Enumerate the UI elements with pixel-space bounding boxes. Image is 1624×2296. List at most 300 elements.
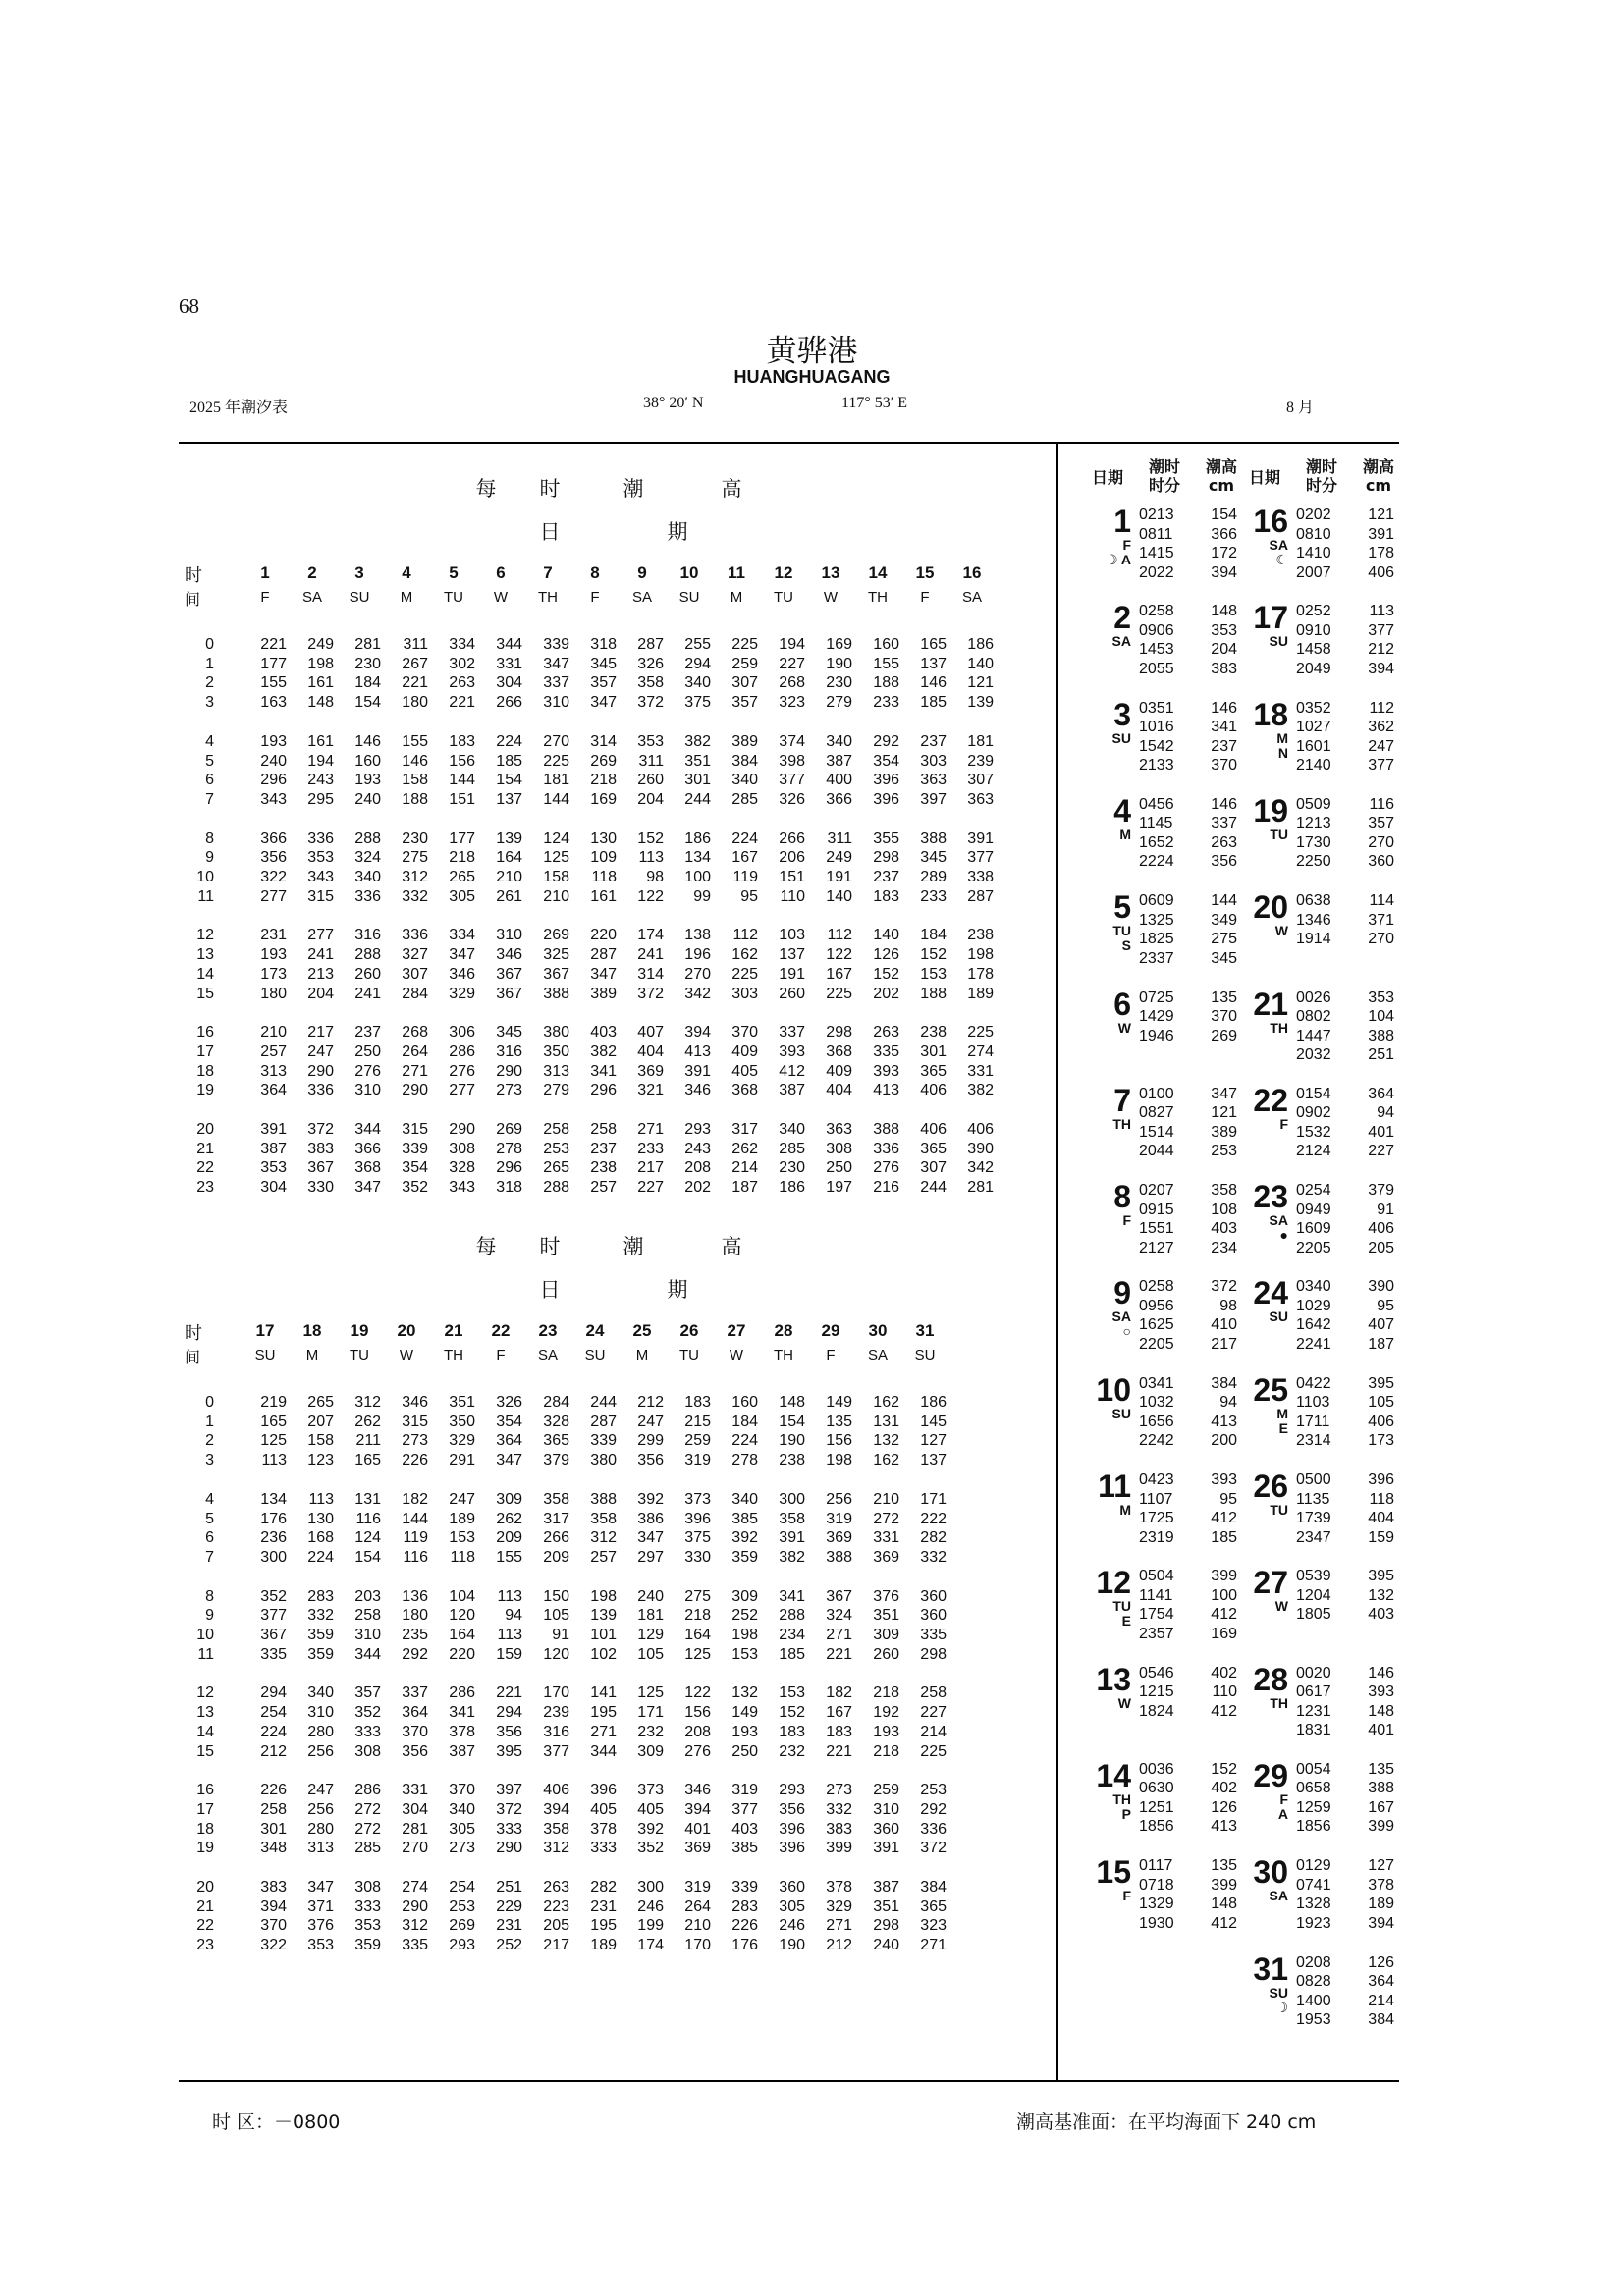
hourly-height-cell: 271 bbox=[402, 1062, 428, 1080]
tide-height: 253 bbox=[1211, 1143, 1237, 1160]
hourly-height-cell: 314 bbox=[590, 732, 617, 750]
tide-time: 0725 bbox=[1139, 988, 1174, 1006]
hourly-height-cell: 214 bbox=[731, 1159, 758, 1177]
hourly-height-cell: 264 bbox=[402, 1042, 428, 1060]
hourly-height-cell: 340 bbox=[731, 772, 758, 789]
hourly-height-cell: 100 bbox=[684, 869, 711, 885]
hourly-height-cell: 141 bbox=[590, 1684, 617, 1702]
day-number: 11 bbox=[1098, 1468, 1131, 1504]
hourly-height-cell: 390 bbox=[967, 1140, 994, 1157]
tide-height: 395 bbox=[1368, 1568, 1394, 1585]
weekday-column-header: SU bbox=[349, 589, 370, 606]
hourly-height-cell: 126 bbox=[873, 946, 899, 964]
hourly-height-cell: 185 bbox=[920, 694, 947, 712]
hourly-height-cell: 377 bbox=[967, 849, 994, 867]
hourly-height-cell: 226 bbox=[260, 1782, 287, 1799]
hourly-height-cell: 224 bbox=[307, 1548, 334, 1566]
tide-time: 0100 bbox=[1139, 1085, 1174, 1102]
hourly-height-cell: 187 bbox=[731, 1179, 758, 1197]
day-column-header: 5 bbox=[449, 563, 459, 582]
hourly-height-cell: 365 bbox=[920, 1062, 947, 1080]
hourly-height-cell: 279 bbox=[543, 1082, 569, 1099]
hourly-height-cell: 270 bbox=[684, 965, 711, 983]
day-mark: TU bbox=[1112, 923, 1131, 939]
tide-entry bbox=[1296, 1817, 1394, 1837]
hourly-height-cell: 405 bbox=[731, 1062, 758, 1080]
hourly-height-cell: 333 bbox=[354, 1723, 381, 1740]
day-mark: M bbox=[1119, 1502, 1131, 1518]
hourly-height-cell: 198 bbox=[967, 946, 994, 964]
tide-height: 178 bbox=[1368, 545, 1394, 561]
hourly-height-cell: 298 bbox=[873, 1917, 899, 1935]
hourly-height-cell: 359 bbox=[354, 1937, 381, 1954]
hourly-height-cell: 367 bbox=[496, 985, 522, 1002]
hourly-height-cell: 212 bbox=[637, 1394, 664, 1411]
hourly-height-cell: 346 bbox=[402, 1394, 428, 1411]
tide-height: 270 bbox=[1368, 931, 1394, 948]
day-column-header: 31 bbox=[915, 1321, 935, 1340]
hour-label: 16 bbox=[196, 1782, 214, 1799]
hourly-height-cell: 153 bbox=[779, 1684, 805, 1702]
hourly-height-cell: 301 bbox=[684, 772, 711, 789]
tide-height: 407 bbox=[1368, 1316, 1394, 1334]
hourly-height-cell: 154 bbox=[496, 772, 522, 789]
weekday-column-header: W bbox=[823, 589, 839, 606]
tide-time: 1923 bbox=[1296, 1914, 1331, 1932]
hour-label: 6 bbox=[205, 1529, 214, 1547]
hourly-height-cell: 91 bbox=[552, 1627, 569, 1643]
day-mark: TH bbox=[1112, 1790, 1131, 1807]
day-number: 7 bbox=[1113, 1082, 1131, 1118]
hourly-height-cell: 292 bbox=[920, 1800, 947, 1818]
hour-label: 11 bbox=[197, 1645, 214, 1663]
tide-height: 383 bbox=[1211, 660, 1237, 677]
hourly-height-cell: 234 bbox=[779, 1627, 805, 1643]
hourly-height-cell: 383 bbox=[307, 1140, 334, 1157]
tide-time: 0213 bbox=[1139, 507, 1174, 523]
hourly-height-cell: 273 bbox=[402, 1432, 428, 1450]
hourly-height-cell: 246 bbox=[637, 1897, 664, 1915]
tide-time: 2044 bbox=[1139, 1143, 1174, 1160]
hourly-height-cell: 365 bbox=[543, 1432, 569, 1450]
tide-height: 95 bbox=[1219, 1490, 1237, 1508]
hourly-height-cell: 230 bbox=[402, 829, 428, 847]
tide-time: 1251 bbox=[1139, 1798, 1174, 1816]
tide-entry bbox=[1296, 1528, 1394, 1548]
hourly-height-cell: 283 bbox=[307, 1587, 334, 1605]
hour-label: 1 bbox=[205, 1413, 214, 1430]
hourly-height-cell: 218 bbox=[873, 1684, 899, 1702]
hourly-height-cell: 180 bbox=[260, 985, 287, 1002]
tide-height: 396 bbox=[1368, 1471, 1394, 1488]
hourly-height-cell: 262 bbox=[496, 1510, 522, 1527]
tide-entry bbox=[1139, 1393, 1237, 1413]
hourly-height-cell: 308 bbox=[826, 1140, 852, 1157]
hourly-height-cell: 367 bbox=[826, 1587, 852, 1605]
tide-height: 146 bbox=[1211, 699, 1237, 717]
hourly-height-cell: 297 bbox=[637, 1548, 664, 1566]
tide-time: 0910 bbox=[1296, 621, 1331, 639]
hourly-height-cell: 221 bbox=[260, 636, 287, 653]
tide-height: 345 bbox=[1211, 949, 1237, 967]
hourly-height-cell: 347 bbox=[590, 965, 617, 983]
weekday-column-header: F bbox=[260, 589, 270, 606]
hourly-height-cell: 290 bbox=[402, 1082, 428, 1099]
day-tide-block bbox=[1239, 506, 1396, 594]
hour-label-bottom: 间 bbox=[185, 590, 201, 609]
tide-entry bbox=[1139, 930, 1237, 949]
weekday-column-header: M bbox=[730, 589, 743, 606]
hourly-height-cell: 347 bbox=[543, 655, 569, 672]
hourly-height-cell: 281 bbox=[402, 1820, 428, 1838]
hourly-height-cell: 98 bbox=[646, 869, 664, 885]
hourly-height-cell: 233 bbox=[920, 887, 947, 905]
tide-time: 2205 bbox=[1296, 1239, 1331, 1256]
tide-entry bbox=[1296, 1297, 1394, 1316]
hourly-height-cell: 336 bbox=[354, 887, 381, 905]
hourly-height-cell: 286 bbox=[449, 1042, 475, 1060]
hourly-height-cell: 227 bbox=[637, 1179, 664, 1197]
weekday-column-header: F bbox=[496, 1347, 506, 1363]
tide-height: 356 bbox=[1211, 853, 1237, 871]
hourly-height-cell: 376 bbox=[307, 1917, 334, 1935]
tide-time: 1652 bbox=[1139, 833, 1174, 851]
hourly-height-cell: 130 bbox=[590, 829, 617, 847]
hourly-height-cell: 388 bbox=[873, 1121, 899, 1138]
hourly-height-cell: 129 bbox=[637, 1627, 664, 1643]
weekday-column-header: TH bbox=[868, 589, 888, 606]
hourly-height-cell: 103 bbox=[779, 927, 805, 944]
tide-entry bbox=[1296, 1682, 1394, 1702]
tide-height: 98 bbox=[1219, 1297, 1237, 1314]
tide-time: 1429 bbox=[1139, 1008, 1174, 1025]
tide-time: 0423 bbox=[1139, 1471, 1174, 1488]
hourly-height-cell: 312 bbox=[543, 1840, 569, 1857]
day-column-header: 28 bbox=[774, 1321, 793, 1340]
hourly-height-cell: 406 bbox=[920, 1082, 947, 1099]
hourly-height-cell: 272 bbox=[354, 1820, 381, 1838]
hourly-height-cell: 259 bbox=[873, 1782, 899, 1799]
tide-time: 1215 bbox=[1139, 1683, 1174, 1701]
hourly-height-cell: 225 bbox=[731, 965, 758, 983]
hourly-height-cell: 181 bbox=[637, 1607, 664, 1625]
hourly-height-cell: 241 bbox=[637, 946, 664, 964]
hourly-title-char: 高 bbox=[721, 1235, 742, 1258]
hourly-height-cell: 366 bbox=[260, 829, 287, 847]
tide-time: 0456 bbox=[1139, 795, 1174, 813]
tide-height: 126 bbox=[1368, 1953, 1394, 1971]
weekday-column-header: W bbox=[729, 1347, 744, 1363]
tide-entry bbox=[1139, 544, 1237, 563]
tide-entry bbox=[1296, 833, 1394, 853]
hourly-height-cell: 156 bbox=[449, 752, 475, 770]
hourly-height-cell: 288 bbox=[354, 829, 381, 847]
hour-label: 11 bbox=[197, 887, 214, 905]
hourly-height-cell: 397 bbox=[920, 790, 947, 808]
hour-label: 14 bbox=[196, 965, 214, 983]
day-number: 1 bbox=[1113, 504, 1131, 539]
tide-time: 0020 bbox=[1296, 1664, 1331, 1682]
hourly-height-cell: 195 bbox=[590, 1917, 617, 1935]
hourly-height-cell: 104 bbox=[449, 1587, 475, 1605]
hourly-height-cell: 218 bbox=[684, 1607, 711, 1625]
tide-entry bbox=[1139, 1625, 1237, 1644]
hourly-height-cell: 240 bbox=[354, 790, 381, 808]
tide-time: 2007 bbox=[1296, 563, 1331, 581]
tide-time: 1601 bbox=[1296, 737, 1331, 755]
tide-time: 1145 bbox=[1139, 815, 1173, 832]
hourly-height-cell: 158 bbox=[402, 772, 428, 789]
tide-entry bbox=[1139, 1239, 1237, 1258]
hourly-height-cell: 241 bbox=[307, 946, 334, 964]
hourly-height-cell: 310 bbox=[496, 927, 522, 944]
hourly-height-cell: 358 bbox=[543, 1490, 569, 1508]
day-mark: E bbox=[1278, 1419, 1288, 1436]
hourly-height-cell: 316 bbox=[354, 927, 381, 944]
tide-height: 364 bbox=[1368, 1973, 1394, 1990]
hourly-height-cell: 225 bbox=[826, 985, 852, 1002]
hourly-height-cell: 312 bbox=[402, 1917, 428, 1935]
hourly-height-cell: 261 bbox=[496, 887, 522, 905]
tide-time: 1805 bbox=[1296, 1606, 1331, 1624]
hourly-height-cell: 340 bbox=[449, 1800, 475, 1818]
hourly-height-cell: 367 bbox=[496, 965, 522, 983]
tide-entry bbox=[1296, 1277, 1394, 1297]
tide-entry bbox=[1296, 1085, 1394, 1104]
hourly-height-cell: 294 bbox=[260, 1684, 287, 1702]
hourly-height-cell: 387 bbox=[826, 752, 852, 770]
hour-label: 6 bbox=[205, 772, 214, 789]
hourly-height-cell: 225 bbox=[967, 1024, 994, 1041]
hourly-height-cell: 275 bbox=[402, 849, 428, 867]
hourly-height-cell: 384 bbox=[920, 1879, 947, 1896]
date-title-char: 期 bbox=[667, 520, 688, 544]
tide-time: 0258 bbox=[1139, 603, 1174, 620]
hourly-height-cell: 269 bbox=[590, 752, 617, 770]
hourly-height-cell: 305 bbox=[449, 1820, 475, 1838]
hourly-height-cell: 372 bbox=[637, 694, 664, 712]
hourly-height-cell: 241 bbox=[354, 985, 381, 1002]
hourly-height-cell: 196 bbox=[684, 946, 711, 964]
day-tide-block bbox=[1239, 891, 1396, 980]
weekday-column-header: SU bbox=[584, 1347, 606, 1363]
hourly-height-cell: 284 bbox=[543, 1394, 569, 1411]
tide-entry bbox=[1139, 1779, 1237, 1798]
tide-height: 406 bbox=[1368, 1413, 1394, 1430]
tide-time: 2127 bbox=[1139, 1239, 1174, 1256]
tide-time: 0802 bbox=[1296, 1008, 1331, 1025]
tide-entry bbox=[1296, 930, 1394, 949]
tide-height: 169 bbox=[1211, 1625, 1237, 1642]
hourly-height-cell: 263 bbox=[873, 1024, 899, 1041]
hourly-height-cell: 323 bbox=[920, 1917, 947, 1935]
tide-time: 2055 bbox=[1139, 660, 1174, 677]
tide-height: 113 bbox=[1369, 603, 1394, 620]
tide-entry bbox=[1139, 1702, 1237, 1722]
hourly-height-cell: 364 bbox=[260, 1082, 287, 1099]
hourly-height-cell: 113 bbox=[261, 1452, 287, 1469]
hourly-height-cell: 189 bbox=[449, 1510, 475, 1527]
day-column-header: 1 bbox=[260, 563, 270, 582]
hour-label: 10 bbox=[196, 1627, 214, 1643]
tide-time: 0202 bbox=[1296, 507, 1331, 523]
hourly-height-cell: 304 bbox=[402, 1800, 428, 1818]
day-mark: F bbox=[1279, 1115, 1288, 1132]
hourly-height-cell: 391 bbox=[873, 1840, 899, 1857]
hourly-height-cell: 398 bbox=[779, 752, 805, 770]
hourly-height-cell: 308 bbox=[354, 1879, 381, 1896]
hourly-height-cell: 158 bbox=[307, 1432, 334, 1450]
hourly-height-cell: 325 bbox=[543, 946, 569, 964]
tide-height: 401 bbox=[1368, 1722, 1394, 1739]
hourly-height-cell: 237 bbox=[354, 1024, 381, 1041]
tide-height: 114 bbox=[1369, 892, 1394, 910]
hourly-height-cell: 265 bbox=[307, 1394, 334, 1411]
hourly-height-cell: 233 bbox=[637, 1140, 664, 1157]
hourly-height-cell: 210 bbox=[260, 1024, 287, 1041]
tide-entry bbox=[1296, 988, 1394, 1008]
tide-entry bbox=[1139, 1509, 1237, 1528]
hourly-height-cell: 293 bbox=[684, 1121, 711, 1138]
hourly-height-cell: 113 bbox=[497, 1587, 522, 1605]
tide-height: 371 bbox=[1368, 911, 1394, 929]
tide-time: 2140 bbox=[1296, 757, 1331, 774]
hourly-height-cell: 319 bbox=[731, 1782, 758, 1799]
hour-label: 0 bbox=[205, 636, 214, 653]
day-column-header: 2 bbox=[307, 563, 317, 582]
hourly-height-cell: 235 bbox=[402, 1627, 428, 1643]
hourly-height-cell: 336 bbox=[307, 829, 334, 847]
hourly-height-cell: 296 bbox=[260, 772, 287, 789]
hourly-height-cell: 391 bbox=[967, 829, 994, 847]
tide-height: 212 bbox=[1368, 641, 1394, 659]
day-number: 22 bbox=[1253, 1082, 1288, 1118]
hourly-height-cell: 317 bbox=[731, 1121, 758, 1138]
hour-label: 5 bbox=[205, 1510, 214, 1527]
hourly-title-char: 时 bbox=[539, 1235, 561, 1258]
hourly-height-cell: 286 bbox=[449, 1684, 475, 1702]
hourly-height-cell: 253 bbox=[543, 1140, 569, 1157]
tide-entry bbox=[1296, 1103, 1394, 1123]
hourly-height-cell: 372 bbox=[307, 1121, 334, 1138]
day-tide-block bbox=[1239, 1950, 1396, 2042]
hourly-height-cell: 137 bbox=[779, 946, 805, 964]
tide-entry bbox=[1139, 1219, 1237, 1239]
hourly-height-cell: 387 bbox=[873, 1879, 899, 1896]
hourly-height-cell: 267 bbox=[402, 655, 428, 672]
hourly-height-cell: 169 bbox=[590, 790, 617, 808]
tide-height: 204 bbox=[1211, 641, 1237, 659]
tide-time: 2224 bbox=[1139, 853, 1174, 871]
day-tide-block bbox=[1239, 602, 1396, 690]
tide-time: 1032 bbox=[1139, 1394, 1174, 1412]
day-mark: SU bbox=[1111, 1405, 1131, 1421]
hour-label: 21 bbox=[196, 1897, 214, 1915]
hourly-height-cell: 232 bbox=[779, 1742, 805, 1760]
hourly-height-cell: 190 bbox=[826, 655, 852, 672]
weekday-column-header: W bbox=[493, 589, 509, 606]
tide-entry bbox=[1296, 1239, 1394, 1258]
hourly-height-cell: 167 bbox=[826, 965, 852, 983]
hourly-height-cell: 338 bbox=[967, 869, 994, 885]
hourly-height-cell: 307 bbox=[967, 772, 994, 789]
hourly-height-cell: 119 bbox=[403, 1529, 428, 1547]
hourly-height-cell: 210 bbox=[496, 869, 522, 885]
hourly-height-cell: 137 bbox=[496, 790, 522, 808]
tide-entry bbox=[1296, 1335, 1394, 1355]
tide-time: 2049 bbox=[1296, 660, 1331, 677]
hourly-height-cell: 334 bbox=[449, 636, 475, 653]
hourly-height-cell: 204 bbox=[637, 790, 664, 808]
hourly-height-cell: 287 bbox=[590, 1413, 617, 1430]
hourly-height-cell: 352 bbox=[260, 1587, 287, 1605]
tide-entry bbox=[1139, 795, 1237, 815]
tide-entry bbox=[1296, 640, 1394, 660]
tide-time: 1946 bbox=[1139, 1027, 1174, 1044]
day-number: 26 bbox=[1253, 1468, 1288, 1504]
hourly-height-cell: 308 bbox=[449, 1140, 475, 1157]
tide-time: 1730 bbox=[1296, 833, 1331, 851]
tide-entry bbox=[1296, 1181, 1394, 1201]
tide-entry bbox=[1296, 814, 1394, 833]
hourly-height-cell: 285 bbox=[731, 790, 758, 808]
hourly-height-cell: 250 bbox=[731, 1742, 758, 1760]
hourly-height-cell: 265 bbox=[449, 869, 475, 885]
hourly-height-cell: 268 bbox=[402, 1024, 428, 1041]
tide-height: 379 bbox=[1368, 1182, 1394, 1200]
hour-label: 17 bbox=[196, 1042, 214, 1060]
weekday-column-header: TH bbox=[444, 1347, 463, 1363]
tide-time: 0352 bbox=[1296, 699, 1331, 717]
tide-entry bbox=[1296, 1201, 1394, 1220]
day-mark: ☽ A bbox=[1105, 552, 1131, 567]
hourly-height-cell: 227 bbox=[779, 655, 805, 672]
hourly-height-cell: 413 bbox=[684, 1042, 711, 1060]
tide-height: 412 bbox=[1211, 1510, 1237, 1526]
hourly-height-cell: 221 bbox=[496, 1684, 522, 1702]
day-number: 31 bbox=[1253, 1950, 1288, 1987]
tide-entry bbox=[1296, 1470, 1394, 1490]
hourly-height-cell: 311 bbox=[638, 752, 664, 770]
hourly-height-cell: 230 bbox=[779, 1159, 805, 1177]
hourly-height-cell: 345 bbox=[496, 1024, 522, 1041]
hourly-height-cell: 373 bbox=[684, 1490, 711, 1508]
hourly-height-cell: 137 bbox=[920, 1452, 947, 1469]
hourly-height-cell: 285 bbox=[354, 1840, 381, 1857]
hourly-height-cell: 135 bbox=[826, 1413, 852, 1430]
tide-entry bbox=[1139, 718, 1237, 737]
tide-time: 0638 bbox=[1296, 892, 1331, 910]
hourly-height-cell: 357 bbox=[590, 674, 617, 692]
day-mark: SA bbox=[1269, 1212, 1288, 1229]
hourly-height-cell: 205 bbox=[543, 1917, 569, 1935]
hourly-height-cell: 356 bbox=[260, 849, 287, 867]
hourly-height-cell: 284 bbox=[402, 985, 428, 1002]
hourly-height-cell: 263 bbox=[449, 674, 475, 692]
date-title-char: 日 bbox=[539, 520, 561, 544]
hourly-height-cell: 335 bbox=[260, 1645, 287, 1663]
hourly-height-cell: 254 bbox=[449, 1879, 475, 1896]
hourly-height-cell: 193 bbox=[260, 732, 287, 750]
hourly-height-cell: 247 bbox=[637, 1413, 664, 1430]
day-column-header: 25 bbox=[632, 1321, 652, 1340]
hourly-height-cell: 322 bbox=[260, 869, 287, 885]
hourly-height-cell: 308 bbox=[354, 1742, 381, 1760]
hourly-height-cell: 122 bbox=[826, 946, 852, 964]
hourly-height-cell: 237 bbox=[873, 869, 899, 885]
hourly-height-cell: 346 bbox=[449, 965, 475, 983]
hourly-height-cell: 334 bbox=[449, 927, 475, 944]
